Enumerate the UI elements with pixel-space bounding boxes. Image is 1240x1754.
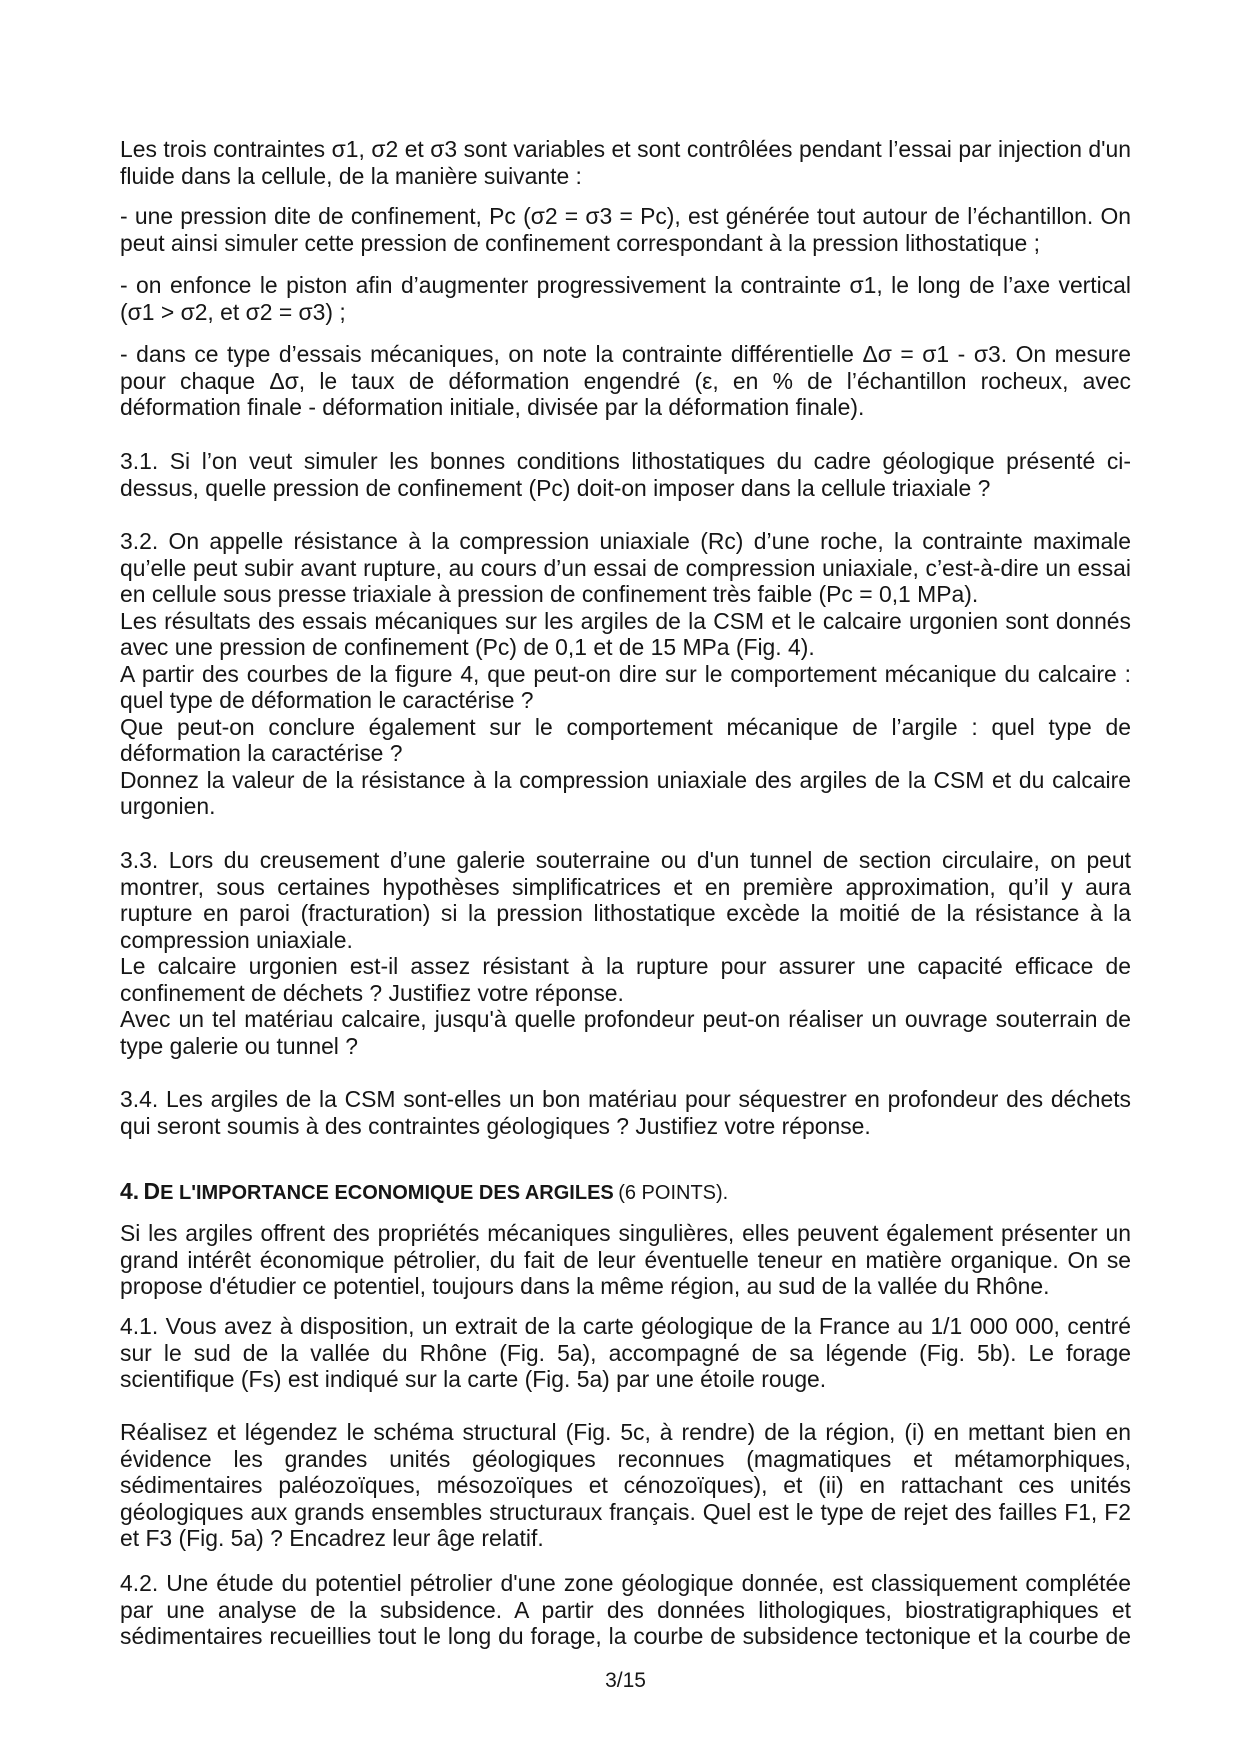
- question-3-3-line: Le calcaire urgonien est-il assez résistant à la rupture pour assurer une capacité efficace de confinement de déchets ? Justifiez votre réponse.: [120, 953, 1131, 1006]
- section-points: (6 POINTS).: [618, 1182, 729, 1204]
- question-3-3-line: Avec un tel matériau calcaire, jusqu'à quelle profondeur peut-on réaliser un ouvrage souterrain de type galerie ou tunnel ?: [120, 1006, 1131, 1059]
- page-number: 3/15: [605, 1669, 646, 1692]
- question-3-3: [120, 847, 1131, 1059]
- intro-paragraph-piston: - on enfonce le piston afin d’augmenter progressivement la contrainte σ1, le long de l’axe vertical (σ1 > σ2, et σ2 = σ3) ;: [120, 272, 1131, 325]
- section-4-heading: [120, 1178, 1131, 1209]
- question-4-1-task: Réalisez et légendez le schéma structural (Fig. 5c, à rendre) de la région, (i) en mettant bien en évidence les grandes unités géologiques reconnues (magmatiques et métamorphiques, sédimentaires paléozoïques, mésozoïques et cénozoïques), et (ii) en rattachant ces unités géologiques aux grands ensembles structuraux français. Quel est le type de rejet des failles F1, F2 et F3 (Fig. 5a) ? Encadrez leur âge relatif.: [120, 1419, 1131, 1551]
- question-3-4: 3.4. Les argiles de la CSM sont-elles un bon matériau pour séquestrer en profondeur des déchets qui seront soumis à des contraintes géologiques ? Justifiez votre réponse.: [120, 1086, 1131, 1139]
- question-3-2-line: A partir des courbes de la figure 4, que peut-on dire sur le comportement mécanique du calcaire : quel type de déformation le caractérise ?: [120, 660, 1131, 713]
- question-3-2-line: Donnez la valeur de la résistance à la compression uniaxiale des argiles de la CSM et du calcaire urgonien.: [120, 766, 1131, 819]
- section-4-intro: Si les argiles offrent des propriétés mécaniques singulières, elles peuvent également présenter un grand intérêt économique pétrolier, du fait de leur éventuelle teneur en matière organique. On se propose d'étudier ce potentiel, toujours dans la même région, au sud de la vallée du Rhône.: [120, 1220, 1131, 1299]
- question-3-3-line: 3.3. Lors du creusement d’une galerie souterraine ou d'un tunnel de section circulaire, on peut montrer, sous certaines hypothèses simplificatrices et en première approximation, qu’il y aura rupture en paroi (fracturation) si la pression lithostatique excède la moitié de la résistance à la compression uniaxiale.: [120, 847, 1131, 953]
- question-3-2-line: 3.2. On appelle résistance à la compression uniaxiale (Rc) d’une roche, la contrainte maximale qu’elle peut subir avant rupture, au cours d’un essai de compression uniaxiale, c’est-à-dire un essai en cellule sous presse triaxiale à pression de confinement très faible (Pc = 0,1 MPa).: [120, 528, 1131, 607]
- question-3-1: 3.1. Si l’on veut simuler les bonnes conditions lithostatiques du cadre géologique présenté ci-dessus, quelle pression de confinement (Pc) doit-on imposer dans la cellule triaxiale ?: [120, 448, 1131, 501]
- question-3-2-line: Les résultats des essais mécaniques sur les argiles de la CSM et le calcaire urgonien sont donnés avec une pression de confinement (Pc) de 0,1 et de 15 MPa (Fig. 4).: [120, 607, 1131, 660]
- intro-paragraph-differential-stress: - dans ce type d’essais mécaniques, on note la contrainte différentielle Δσ = σ1 - σ3. On mesure pour chaque Δσ, le taux de déformation engendré (ε, en % de l’échantillon rocheux, avec déformation finale - déformation initiale, divisée par la déformation finale).: [120, 341, 1131, 420]
- intro-paragraph-1: Les trois contraintes σ1, σ2 et σ3 sont variables et sont contrôlées pendant l’essai par injection d'un fluide dans la cellule, de la manière suivante :: [120, 136, 1131, 189]
- section-title: DE L'IMPORTANCE ECONOMIQUE DES ARGILES: [143, 1178, 614, 1204]
- question-4-1: 4.1. Vous avez à disposition, un extrait de la carte géologique de la France au 1/1 000 000, centré sur le sud de la vallée du Rhône (Fig. 5a), accompagné de sa légende (Fig. 5b). Le forage scientifique (Fs) est indiqué sur la carte (Fig. 5a) par une étoile rouge.: [120, 1313, 1131, 1392]
- question-3-2-line: Que peut-on conclure également sur le comportement mécanique de l’argile : quel type de déformation la caractérise ?: [120, 713, 1131, 766]
- intro-paragraph-confinement: - une pression dite de confinement, Pc (σ2 = σ3 = Pc), est générée tout autour de l’échantillon. On peut ainsi simuler cette pression de confinement correspondant à la pression lithostatique ;: [120, 203, 1131, 256]
- question-3-2: [120, 528, 1131, 820]
- section-number: 4.: [120, 1178, 140, 1204]
- question-4-2: 4.2. Une étude du potentiel pétrolier d'une zone géologique donnée, est classiquement complétée par une analyse de la subsidence. A partir des données lithologiques, biostratigraphiques et sédimentaires recueillies tout le long du forage, la courbe de subsidence tectonique et la courbe de: [120, 1570, 1131, 1649]
